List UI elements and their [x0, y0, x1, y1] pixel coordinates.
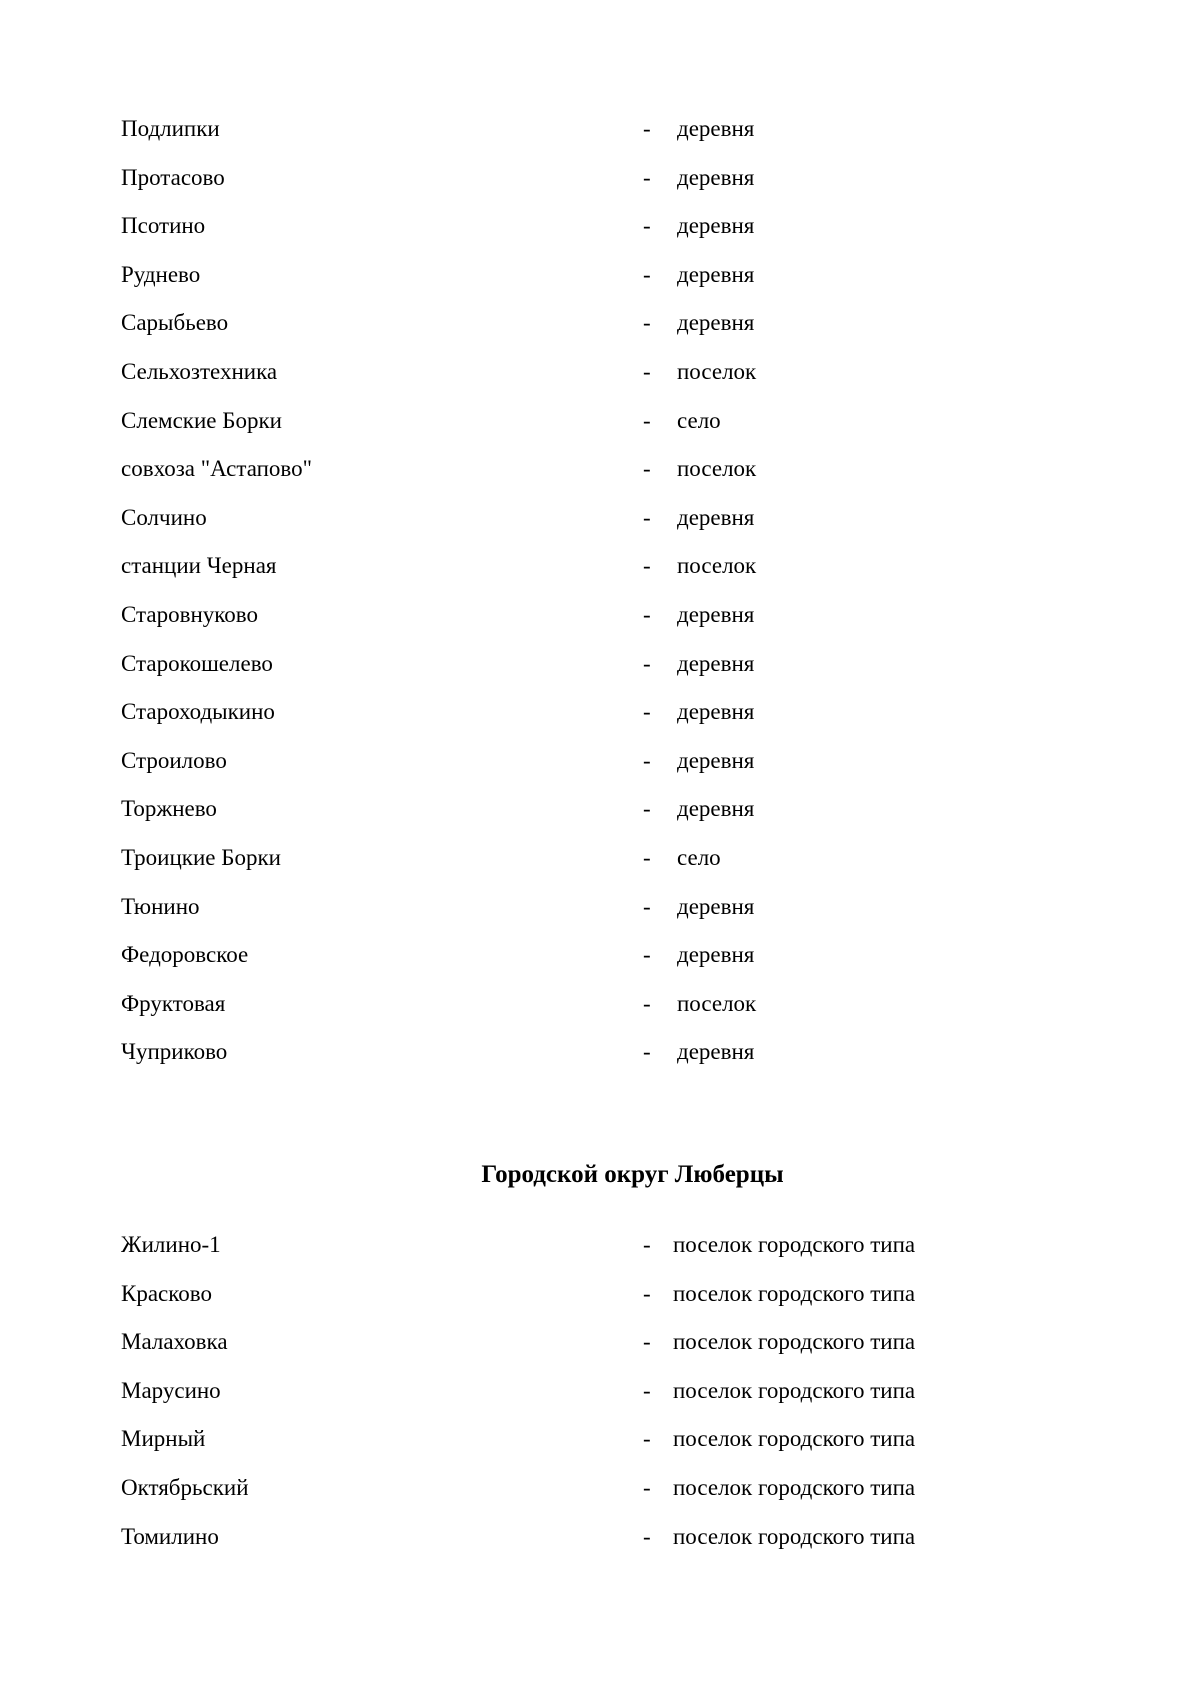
- settlement-name: Чуприково: [121, 1039, 228, 1065]
- settlement-list: [121, 105, 1021, 1077]
- settlement-type: поселок городского типа: [673, 1280, 916, 1306]
- list-item: [121, 1028, 1021, 1077]
- settlement-type: деревня: [677, 261, 755, 287]
- separator-dash: -: [643, 601, 651, 627]
- list-item: [121, 1270, 1021, 1319]
- settlement-name: совхоза "Астапово": [121, 456, 313, 482]
- list-item: [121, 299, 1021, 348]
- settlement-type: деревня: [677, 116, 755, 141]
- settlement-type: село: [677, 407, 721, 433]
- list-item: [121, 591, 1021, 640]
- settlement-name: Малаховка: [121, 1329, 228, 1355]
- list-item: [121, 834, 1021, 883]
- separator-dash: -: [643, 650, 651, 676]
- settlement-type: деревня: [677, 164, 755, 190]
- settlement-type: деревня: [677, 942, 755, 968]
- separator-dash: -: [643, 1232, 651, 1257]
- separator-dash: -: [643, 553, 651, 579]
- separator-dash: -: [643, 1426, 651, 1452]
- settlement-name: Жилино-1: [121, 1232, 221, 1257]
- settlement-name: Слемские Борки: [121, 407, 282, 433]
- list-item: [121, 202, 1021, 251]
- separator-dash: -: [643, 942, 651, 968]
- settlement-type: деревня: [677, 504, 755, 530]
- settlement-name: Старокошелево: [121, 650, 273, 676]
- settlement-name: Троицкие Борки: [121, 844, 281, 870]
- separator-dash: -: [643, 1523, 651, 1549]
- separator-dash: -: [643, 699, 651, 725]
- settlement-name: Псотино: [121, 213, 206, 239]
- separator-dash: -: [643, 844, 651, 870]
- separator-dash: -: [643, 310, 651, 336]
- list-item: [121, 640, 1021, 689]
- settlement-name: Старовнуково: [121, 601, 258, 627]
- separator-dash: -: [643, 213, 651, 239]
- settlement-type: село: [677, 844, 721, 870]
- settlement-name: Староходыкино: [121, 699, 275, 725]
- settlement-name: Солчино: [121, 504, 207, 530]
- settlement-type: поселок городского типа: [673, 1329, 916, 1355]
- list-item: [121, 154, 1021, 203]
- settlement-type: деревня: [677, 213, 755, 239]
- settlement-name: Строилово: [121, 747, 227, 773]
- settlement-name: Сельхозтехника: [121, 358, 278, 384]
- list-item: [121, 1513, 1021, 1562]
- separator-dash: -: [643, 1474, 651, 1500]
- separator-dash: -: [643, 116, 651, 141]
- list-item: [121, 883, 1021, 932]
- separator-dash: -: [643, 1329, 651, 1355]
- list-item: [121, 785, 1021, 834]
- separator-dash: -: [643, 261, 651, 287]
- separator-dash: -: [643, 1039, 651, 1065]
- settlement-type: поселок городского типа: [673, 1474, 916, 1500]
- list-item: [121, 688, 1021, 737]
- settlement-type: поселок: [677, 553, 757, 579]
- settlement-type: деревня: [677, 1039, 755, 1065]
- section-heading: Городской округ Люберцы: [481, 1161, 784, 1188]
- separator-dash: -: [643, 456, 651, 482]
- separator-dash: -: [643, 747, 651, 773]
- settlement-name: Руднево: [121, 261, 201, 287]
- settlement-name: Октябрьский: [121, 1474, 249, 1500]
- settlement-type: деревня: [677, 310, 755, 336]
- settlement-name: Федоровское: [121, 942, 249, 968]
- settlement-type: поселок: [677, 456, 757, 482]
- settlement-name: Сарыбьево: [121, 310, 229, 336]
- separator-dash: -: [643, 990, 651, 1016]
- settlement-name: Тюнино: [121, 893, 200, 919]
- list-item: [121, 931, 1021, 980]
- separator-dash: -: [643, 796, 651, 822]
- settlement-type: деревня: [677, 699, 755, 725]
- settlement-name: Мирный: [121, 1426, 206, 1452]
- settlement-type: поселок городского типа: [673, 1523, 916, 1549]
- settlement-type: деревня: [677, 601, 755, 627]
- list-item: [121, 737, 1021, 786]
- separator-dash: -: [643, 1280, 651, 1306]
- list-item: [121, 1221, 1021, 1270]
- settlement-type: деревня: [677, 796, 755, 822]
- settlement-name: Протасово: [121, 164, 225, 190]
- settlement-type: поселок городского типа: [673, 1426, 916, 1452]
- settlement-name: Торжнево: [121, 796, 217, 822]
- settlement-type: поселок: [677, 358, 757, 384]
- separator-dash: -: [643, 893, 651, 919]
- list-item: [121, 1464, 1021, 1513]
- list-item: [121, 105, 1021, 154]
- separator-dash: -: [643, 504, 651, 530]
- settlement-name: Красково: [121, 1280, 212, 1306]
- settlement-name: станции Черная: [121, 553, 277, 579]
- settlement-list: [121, 1221, 1021, 1561]
- settlement-name: Марусино: [121, 1377, 221, 1403]
- separator-dash: -: [643, 407, 651, 433]
- list-item: [121, 397, 1021, 446]
- settlement-type: деревня: [677, 747, 755, 773]
- list-item: [121, 1318, 1021, 1367]
- list-item: [121, 542, 1021, 591]
- settlement-name: Фруктовая: [121, 990, 226, 1016]
- list-item: [121, 1415, 1021, 1464]
- list-item: [121, 494, 1021, 543]
- separator-dash: -: [643, 358, 651, 384]
- list-item: [121, 980, 1021, 1029]
- separator-dash: -: [643, 164, 651, 190]
- settlement-type: поселок: [677, 990, 757, 1016]
- list-item: [121, 348, 1021, 397]
- settlement-type: поселок городского типа: [673, 1377, 916, 1403]
- list-item: [121, 251, 1021, 300]
- separator-dash: -: [643, 1377, 651, 1403]
- list-item: [121, 445, 1021, 494]
- settlement-type: деревня: [677, 650, 755, 676]
- settlement-name: Подлипки: [121, 116, 220, 141]
- settlement-type: деревня: [677, 893, 755, 919]
- settlement-name: Томилино: [121, 1523, 219, 1549]
- settlement-type: поселок городского типа: [673, 1232, 916, 1257]
- list-item: [121, 1367, 1021, 1416]
